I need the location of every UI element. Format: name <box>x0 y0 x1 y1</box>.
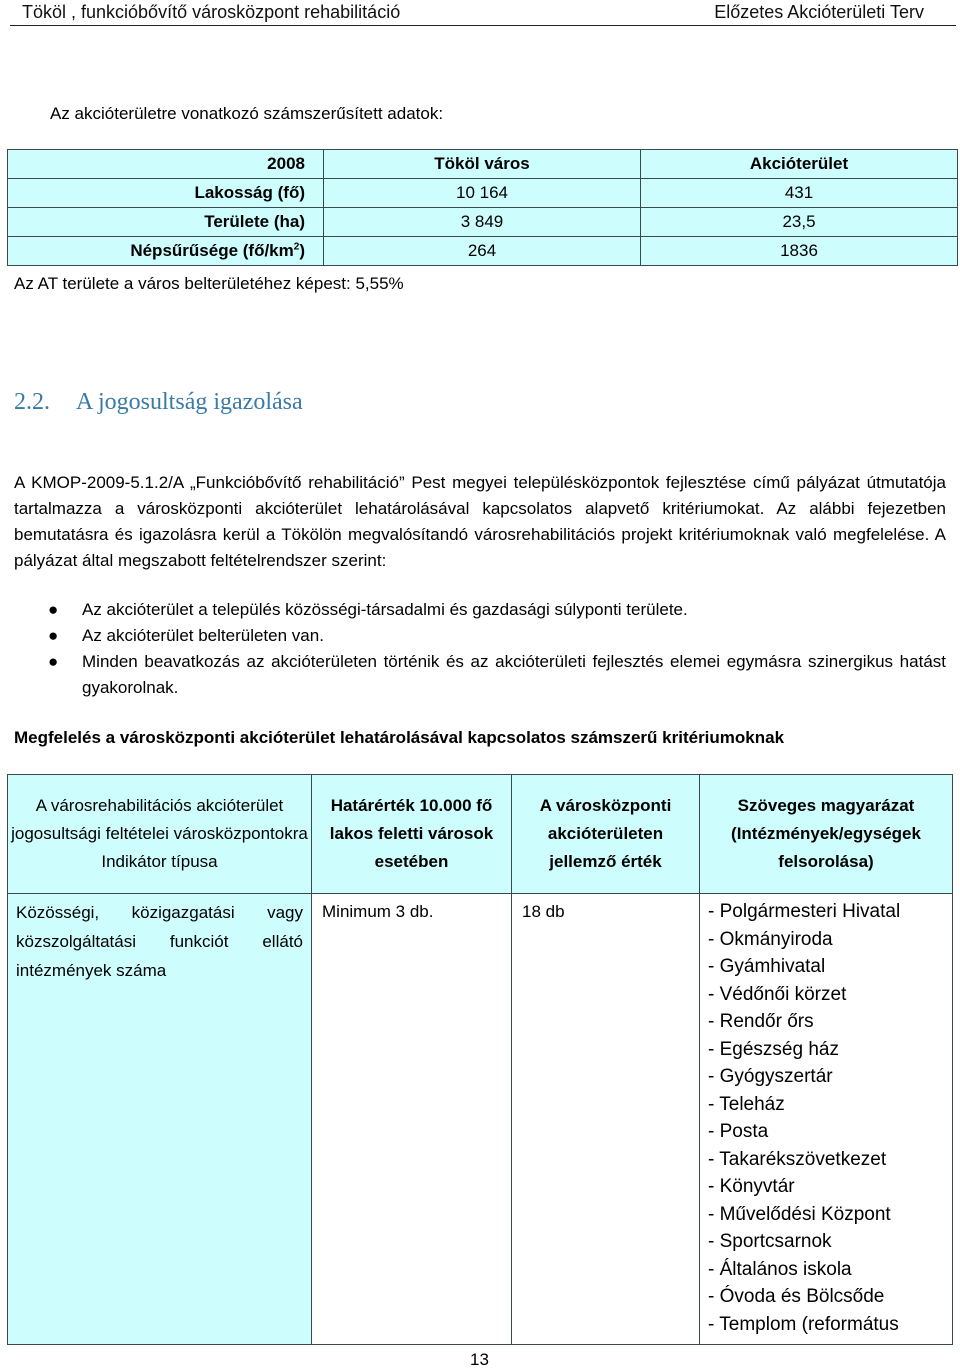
header-divider <box>10 25 956 26</box>
ratio-text: Az AT területe a város belterületéhez képest: 5,55% <box>14 274 404 293</box>
body-paragraph: A KMOP-2009-5.1.2/A „Funkcióbővítő rehabilitáció” Pest megyei településközpontok fejlesztése című pályázat útmutatója tartalmazza a városközponti akcióterület lehatárolásával kapcsolatos alapvető kritériumokat. Az alábbi fejezetben bemutatásra és igazolásra kerül a Tökölön megvalósítandó városrehabilitációs projekt kritériumoknak való megfelelése. A pályázat által megszabott feltételrendszer szerint: <box>14 473 946 570</box>
header-town: Tököl város <box>324 150 641 179</box>
header-title-right: Előzetes Akcióterületi Terv <box>714 2 924 22</box>
population-data-table <box>7 149 958 266</box>
institution-item: - Óvoda és Bölcsőde <box>708 1286 885 1307</box>
bullet-icon: ● <box>48 652 59 671</box>
table-row <box>8 237 958 266</box>
institution-item: - Gyámhivatal <box>708 956 826 977</box>
threshold-cell: Minimum 3 db. <box>312 894 512 1345</box>
header-typical-value: A városközponti akcióterületen jellemző érték <box>512 775 700 894</box>
institution-item: - Sportcsarnok <box>708 1231 832 1252</box>
header-indicator-type: A városrehabilitációs akcióterület jogosultsági feltételei városközpontokra Indikátor típusa <box>8 775 312 894</box>
institution-item: - Védőnői körzet <box>708 983 847 1005</box>
table-header-row <box>8 775 953 894</box>
institutions-cell <box>700 894 953 1345</box>
header-threshold: Határérték 10.000 fő lakos feletti városok esetében <box>312 775 512 894</box>
town-value: 3 849 <box>324 208 641 237</box>
value-cell: 18 db <box>512 894 700 1345</box>
header-year: 2008 <box>8 150 324 179</box>
table-row <box>8 179 958 208</box>
institution-item: - Okmányiroda <box>708 928 833 950</box>
bullet-icon: ● <box>48 626 59 645</box>
list-item: ● Az akcióterület a település közösségi-társadalmi és gazdasági súlyponti területe. <box>14 597 946 623</box>
institution-item: - Művelődési Központ <box>708 1203 891 1225</box>
institution-item: - Általános iskola <box>708 1258 852 1280</box>
header-action-area: Akcióterület <box>641 150 958 179</box>
area-value: 1836 <box>641 237 958 266</box>
table-row <box>8 208 958 237</box>
table-row <box>8 894 953 1345</box>
town-value: 264 <box>324 237 641 266</box>
page-header <box>0 0 960 26</box>
intro-text: Az akcióterületre vonatkozó számszerűsített adatok: <box>50 104 444 123</box>
section-heading <box>14 389 303 416</box>
row-label: Lakosság (fő) <box>8 179 324 208</box>
area-value: 23,5 <box>641 208 958 237</box>
list-item: ● Az akcióterület belterületen van. <box>14 623 946 649</box>
row-label: Népsűrűsége $(fő/km^2)$ <box>8 237 324 266</box>
row-label: Területe (ha) <box>8 208 324 237</box>
institution-item: - Rendőr őrs <box>708 1011 814 1032</box>
table-header-row <box>8 150 958 179</box>
institution-item: - Takarékszövetkezet <box>708 1148 887 1170</box>
section-number: 2.2. <box>14 389 50 415</box>
page-number: 13 <box>470 1350 489 1369</box>
criteria-table <box>7 774 953 1345</box>
institution-item: - Teleház <box>708 1093 785 1115</box>
institution-item: - Egészség ház <box>708 1038 839 1060</box>
criteria-list <box>14 597 946 701</box>
indicator-cell: Közösségi, közigazgatási vagy közszolgáltatási funkciót ellátó intézmények száma <box>8 894 312 1345</box>
institution-item: - Gyógyszertár <box>708 1066 833 1087</box>
header-explanation: Szöveges magyarázat (Intézmények/egységek felsorolása) <box>700 775 953 894</box>
institution-item: - Templom (református <box>708 1313 899 1335</box>
section-title: A jogosultság igazolása <box>76 389 303 415</box>
criteria-heading: Megfelelés a városközponti akcióterület lehatárolásával kapcsolatos számszerű kritériumoknak <box>14 728 785 747</box>
institution-item: - Könyvtár <box>708 1176 795 1197</box>
town-value: 10 164 <box>324 179 641 208</box>
bullet-icon: ● <box>48 600 59 619</box>
area-value: 431 <box>641 179 958 208</box>
institution-item: - Posta <box>708 1121 769 1142</box>
list-item: ● Minden beavatkozás az akcióterületen történik és az akcióterületi fejlesztés elemei egymásra szinergikus hatást gyakorolnak. <box>14 649 946 701</box>
institution-item: - Polgármesteri Hivatal <box>708 901 901 922</box>
header-title-left: Tököl , funkcióbővítő városközpont rehabilitáció <box>22 2 401 22</box>
